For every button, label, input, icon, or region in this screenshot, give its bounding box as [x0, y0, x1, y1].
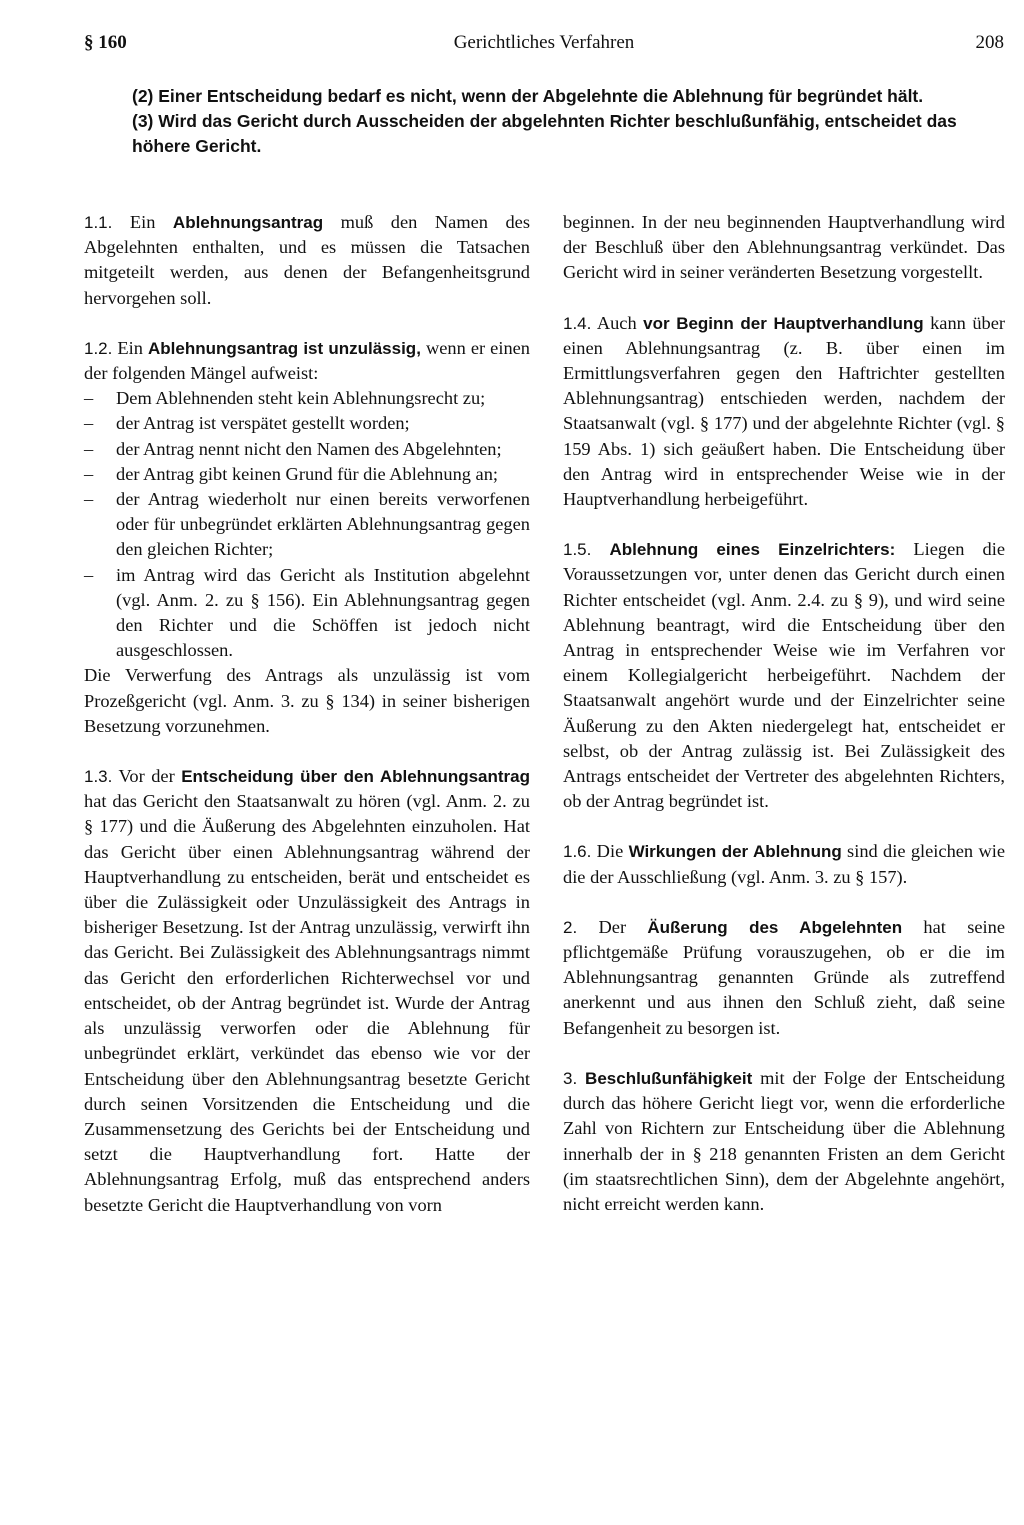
annotation-1-2: 1.2. Ein Ablehnungsantrag ist unzulässig, wenn er einen der folgenden Mängel aufweist: – Dem Ablehnenden steht kein Ablehnungsrecht zu; – der Antrag ist verspätet gestellt worden; – der Antrag nennt nicht den Namen des Abgelehnten; – der Antrag gibt keinen Grund für die Ablehnung an; – der Antrag wiederholt nur einen bereits verworfenen oder für unbegründet erklärten Ablehnungsantrag gegen den gleichen Richter; – im Antrag wird das Gericht als Institution abgelehnt (vgl. Anm. 2. zu § 156). Ein Ablehnungsantrag gegen den Richter und die Schöffen ist jedoch nicht ausgeschlossen. Die Verwerfung des Antrags als unzulässig ist vom Prozeßgericht (vgl. Anm. 3. zu § 134) in seiner bisherigen Besetzung vorzunehmen. — [84, 336, 530, 739]
annotation-1-3-continued: beginnen. In der neu beginnenden Hauptverhandlung wird der Beschluß über den Ablehnungsantrag verkündet. Das Gericht wird in seiner veränderten Besetzung vorgestellt. — [563, 212, 1005, 283]
annotation-2: 2. Der Äußerung des Abgelehnten hat seine pflichtgemäße Prüfung vorauszugehen, ob er die im Ablehnungsantrag genannten Gründe als zutreffend anerkennt und aus ihnen den Schluß zieht, daß seine Befangenheit zu besorgen ist. — [563, 916, 1005, 1038]
statute-text — [132, 84, 974, 159]
annotation-1-6: 1.6. Die Wirkungen der Ablehnung sind die gleichen wie die der Ausschließung (vgl. Anm. 3. zu § 157). — [563, 841, 1005, 887]
statute-paragraph-3: (3) Wird das Gericht durch Ausscheiden der abgelehnten Richter beschlußunfähig, entscheidet das höhere Gericht. — [132, 111, 957, 156]
annotation-1-4: 1.4. Auch vor Beginn der Hauptverhandlung kann über einen Ablehnungsantrag (z. B. über einen im Ermittlungsverfahren gegen den Haftrichter gestellten Ablehnungsantrag) entschieden werden, nachdem der Staatsanwalt (vgl. § 177) und der abgelehnte Richter (vgl. § 159 Abs. 1) sich geäußert haben. Die Entscheidung über den Antrag wird in entsprechender Weise wie in der Hauptverhandlung herbeigeführt. — [563, 312, 1006, 510]
annotation-number: 2. — [563, 917, 578, 937]
annotation-keyword: Wirkungen der Ablehnung — [628, 842, 842, 862]
annotation-keyword: Entscheidung über den Ablehnungsantrag — [181, 767, 530, 787]
annotation-number: 1.4. — [563, 313, 592, 333]
annotation-keyword: Ablehnung eines Einzelrichters: — [609, 540, 896, 560]
section-number: § 160 — [84, 32, 127, 53]
annotation-1-3: 1.3. Vor der Entscheidung über den Ablehnungsantrag hat das Gericht den Staatsanwalt zu hören (vgl. Anm. 2. zu § 177) und die Äußerung des Abgelehnten einzuholen. Hat das Gericht über einen Ablehnungsantrag während der Hauptverhandlung zu entscheiden, berät und entscheidet es über die Zulässigkeit oder Unzulässigkeit des Antrags in bisheriger Besetzung. Ist der Antrag unzulässig, verwirft ihn das Gericht. Bei Zulässigkeit des Ablehnungsantrags nimmt das Gericht den erforderlichen Richterwechsel vor und entscheidet, ob der Antrag begründet ist. Wurde der Antrag als unzulässig verworfen oder die Ablehnung für unbegründet erklärt, verkündet das ebenso wie vor der Entscheidung über den Ablehnungsantrag besetzte Gericht durch seinen Vorsitzenden die Entscheidung und die Zusammensetzung des Gerichts bei der Entscheidung und setzt die Hauptverhandlung fort. Hatte der Ablehnungsantrag Erfolg, muß das entsprechend anders besetzte Gericht die Hauptverhandlung von vorn — [84, 766, 530, 1215]
list-item: – der Antrag ist verspätet gestellt worden; — [84, 413, 410, 434]
right-column — [563, 210, 1005, 1242]
annotation-keyword: Beschlußunfähigkeit — [585, 1068, 753, 1088]
statute-paragraph-2: (2) Einer Entscheidung bedarf es nicht, wenn der Abgelehnte die Ablehnung für begründet hält. — [132, 86, 924, 106]
left-column — [84, 210, 530, 1243]
list-item: – der Antrag gibt keinen Grund für die Ablehnung an; — [84, 463, 499, 484]
annotation-number: 1.3. — [84, 767, 113, 787]
annotation-number: 1.5. — [563, 540, 592, 560]
annotation-keyword: Ablehnungsantrag ist unzulässig, — [148, 338, 421, 358]
page-number: 208 — [975, 32, 1004, 53]
annotation-keyword: vor Beginn der Hauptverhandlung — [643, 313, 924, 333]
annotation-number: 1.1. — [84, 213, 113, 232]
annotation-number: 1.6. — [563, 842, 592, 862]
annotation-keyword: Ablehnungsantrag — [172, 213, 324, 232]
annotation-keyword: Äußerung des Abgelehnten — [647, 917, 903, 937]
list-item: – der Antrag wiederholt nur einen bereits verworfenen oder für unbegründet erklärten Ablehnungsantrag gegen den gleichen Richter; — [84, 489, 530, 560]
annotation-1-1: 1.1. Ein Ablehnungsantrag muß den Namen des Abgelehnten enthalten, und es müssen die Tatsachen mitgeteilt werden, aus denen der Befangenheitsgrund hervorgehen soll. — [84, 212, 531, 308]
annotation-1-5: 1.5. Ablehnung eines Einzelrichters: Liegen die Voraussetzungen vor, unter denen das Gericht durch einen Richter entscheidet (vgl. Anm. 2.4. zu § 9), und wird seine Ablehnung beantragt, wird die Entscheidung über den Antrag in entsprechender Weise wie im Verfahren vor einem Kollegialgericht herbeigeführt. Nachdem der Staatsanwalt angehört wurde und der Einzelrichter seine Äußerung zu den Akten niedergelegt hat, entscheidet er selbst, ob der Antrag zulässig ist. Bei Zulässigkeit des Antrags entscheidet der Vertreter des abgelehnten Richters, ob der Antrag begründet ist. — [563, 539, 1005, 812]
annotation-number: 3. — [563, 1068, 578, 1088]
list-item: – der Antrag nennt nicht den Namen des Abgelehnten; — [84, 438, 502, 459]
defect-list — [84, 386, 530, 663]
annotation-number: 1.2. — [84, 338, 113, 358]
list-item: – Dem Ablehnenden steht kein Ablehnungsrecht zu; — [84, 388, 486, 409]
running-title: Gerichtliches Verfahren — [453, 32, 635, 53]
list-item: – im Antrag wird das Gericht als Institution abgelehnt (vgl. Anm. 2. zu § 156). Ein Ablehnungsantrag gegen den Richter und die Schöffen ist jedoch nicht ausgeschlossen. — [84, 564, 530, 661]
annotation-3: 3. Beschlußunfähigkeit mit der Folge der Entscheidung durch das höhere Gericht liegt vor, wenn die erforderliche Zahl von Richtern zur Entscheidung über die Ablehnung innerhalb der in § 218 genannten Fristen an dem Gericht (im staatsrechtlichen Sinn), dem der Abgelehnte angehört, nicht erreicht werden kann. — [563, 1067, 1005, 1214]
page-header — [84, 32, 1004, 62]
annotation-1-2-tail: Die Verwerfung des Antrags als unzulässig ist vom Prozeßgericht (vgl. Anm. 3. zu § 134) in seiner bisherigen Besetzung vorzunehmen. — [84, 665, 530, 736]
